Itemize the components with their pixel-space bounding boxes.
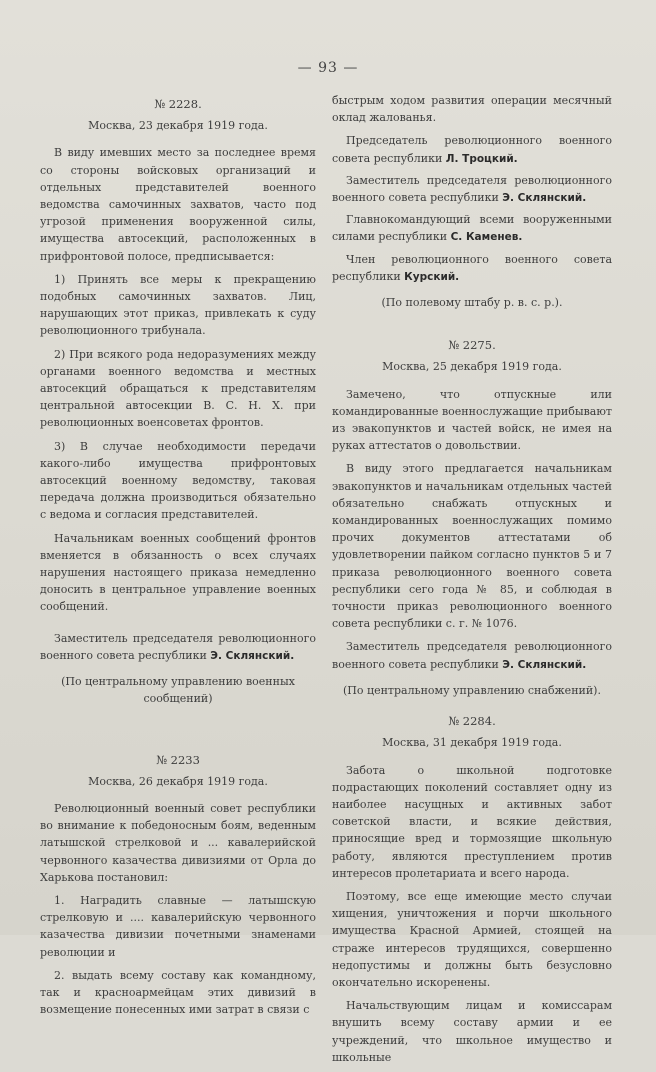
source-note: (По полевому штабу р. в. с. р.).: [381, 296, 563, 310]
paragraph: Начальникам военных сообщений фронтов вменяется в обязанность о всех случаях нарушения настоящего приказа немедленно доносить в центральное управление военных сообщений.: [40, 531, 316, 614]
signature-name: Э. Склянский.: [502, 658, 587, 671]
order-number: № 2233: [156, 752, 200, 767]
order-number: № 2284.: [448, 714, 496, 729]
paragraph: 3) В случае необходимости передачи какого-либо имущества прифронтовых автосекций военному ведомству, таковая передача должна производиться обязательно с ведома и согласия представителей.: [40, 439, 316, 522]
right-column: [332, 92, 612, 1072]
paragraph: 2) При всякого рода недоразумениях между органами военного ведомства и местных автосекций обращаться к представителям центральной автосекции В. С. Н. Х. при революционных военсоветах фронтов.: [40, 347, 316, 430]
signature-title: Председатель революционного военного совета республики: [332, 134, 612, 165]
place-date: Москва, 26 декабря 1919 года.: [88, 774, 268, 788]
paragraph: В виду этого предлагается начальникам эвакопунктов и начальникам отдельных частей обязательно снабжать отпускных и командированных военнослужащих помимо прочих документов аттестатами об удовлетворении пайком согласно пунктов 5 и 7 приказа революционного военного совета республики сего года № 85, и соблюдая в точности приказ революционного военного совета республики с. г. № 1076.: [332, 462, 612, 631]
paragraph: Начальствующим лицам и комиссарам внушить всему составу армии и ее учреждений, что школьное имущество и школьные: [332, 999, 612, 1064]
signature-line: [332, 251, 612, 286]
paragraph: 1. Наградить славные — латышскую стрелковую и .... кавалерийскую червонного казачества дивизии почетными знаменами революции и: [40, 893, 316, 959]
source-note: (По центральному управлению военных сообщений): [61, 675, 295, 706]
signature-name: Л. Троцкий.: [445, 152, 518, 165]
signature-line: [332, 172, 612, 207]
paragraph: В виду имевших место за последнее время со стороны войсковых организаций и отдельных представителей военного ведомства самочинных захватов, часто под угрозой применения вооруженной силы, имущества автосекций, расположенных в прифронтовой полосе, предписывается:: [40, 146, 316, 263]
order-number: № 2228.: [154, 97, 202, 111]
paragraph: Поэтому, все еще имеющие место случаи хищения, уничтожения и порчи школьного имущества Красной Армией, стоящей на страже интересов трудящихся, совершенно недопустимы и должны быть безусловно окончательно искоренены.: [332, 889, 612, 989]
signature-name: С. Каменев.: [450, 231, 523, 244]
signature-line: [332, 211, 612, 246]
signature-name: Курский.: [404, 270, 460, 283]
signature-title: Член революционного военного совета республики: [332, 252, 612, 283]
paragraph: 1) Принять все меры к прекращению подобных самочинных захватов. Лиц, нарушающих этот приказ, привлекать к суду революционного трибунала.: [40, 272, 316, 338]
signature-name: Э. Склянский.: [210, 649, 295, 662]
paragraph: Забота о школьной подготовке подрастающих поколений составляет одну из наиболее насущных и активных забот советской власти, и всякие действия, приносящие вред и тормозящие школьную работу, являются преступлением против интересов пролетариата и всего народа.: [332, 763, 612, 880]
left-column: [40, 92, 316, 1024]
signature-title: Заместитель председателя революционного военного совета республики: [332, 173, 612, 205]
source-note: (По центральному управлению снабжений).: [343, 683, 601, 697]
paragraph: Революционный военный совет республики во внимание к победоносным боям, веденным латышской стрелковой и ... кавалерийской червонного казачества дивизиями от Орла до Харькова постановил:: [40, 801, 316, 884]
page-number: — 93 —: [297, 60, 359, 76]
signature-title: Заместитель председателя революционного военного совета республики: [40, 631, 316, 662]
signature-line: [332, 132, 612, 167]
signature-name: Э. Склянский.: [502, 192, 587, 205]
paragraph: быстрым ходом развития операции месячный оклад жалованья.: [332, 94, 612, 125]
signature-line: [40, 630, 316, 665]
place-date: Москва, 31 декабря 1919 года.: [382, 736, 562, 750]
signature-title: Заместитель председателя революционного военного совета республики: [332, 640, 612, 671]
place-date: Москва, 25 декабря 1919 года.: [382, 360, 562, 374]
paragraph: Замечено, что отпускные или командированные военнослужащие прибывают из эвакопунктов и частей войск, не имея на руках аттестатов о довольствии.: [332, 387, 612, 453]
paragraph: 2. выдать всему составу как командному, так и красноармейцам этих дивизий в возмещение понесенных ими затрат в связи с: [40, 968, 316, 1017]
signature-title: Главнокомандующий всеми вооруженными силами республики: [332, 213, 612, 244]
signature-line: [332, 638, 612, 673]
order-number: № 2275.: [448, 338, 496, 353]
place-date: Москва, 23 декабря 1919 года.: [88, 119, 268, 133]
